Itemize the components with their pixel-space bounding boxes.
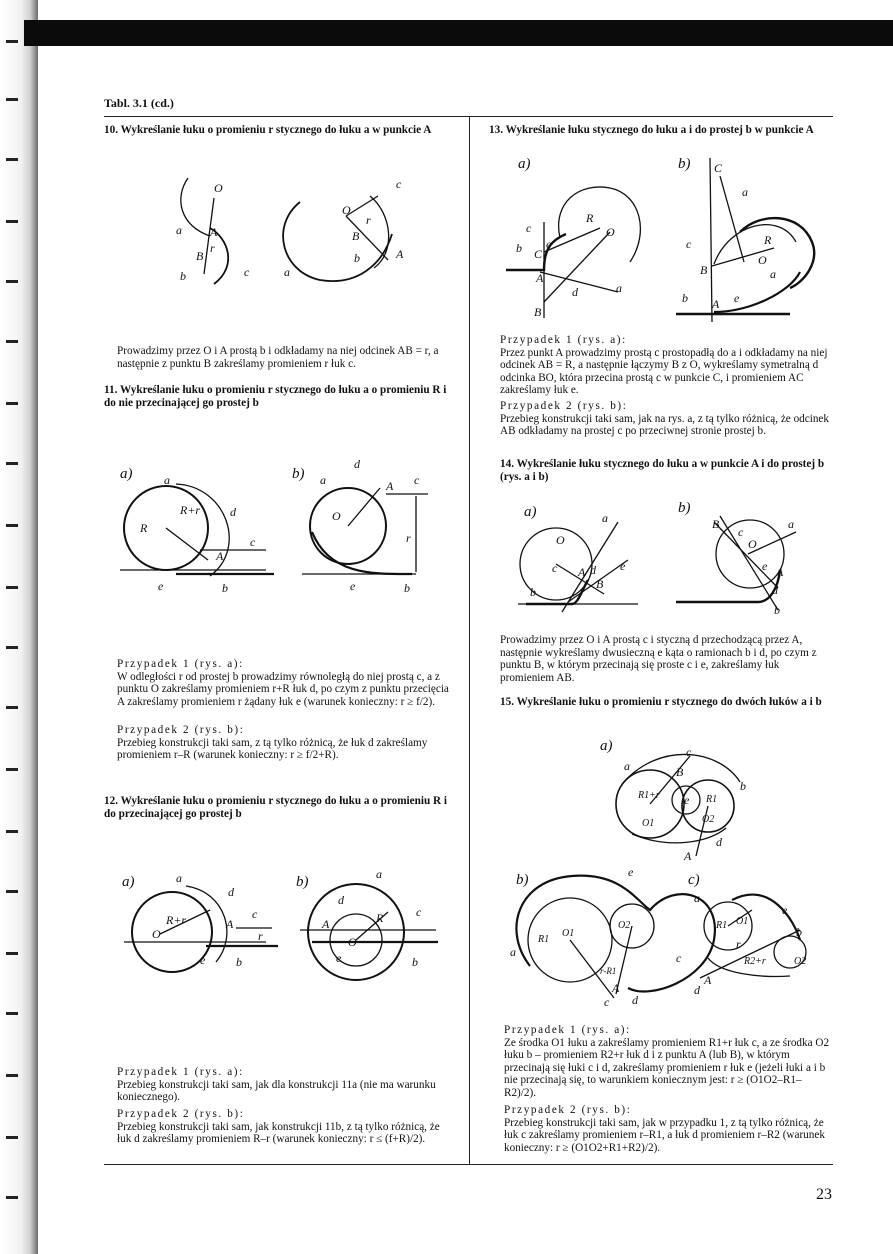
section-13-case1: Przypadek 1 (rys. a): Przez punkt A prowadzimy prostą c prostopadłą do a i odkładamy na niej odcinek AB = R, a następnie łączymy B z O, wykreślamy symetralną d odcinka BO, która przecina prostą c w punkcie C, i promieniem AC zakreślamy łuk e. (500, 334, 828, 397)
svg-text:A: A (578, 565, 586, 579)
section-15-title: 15. Wykreślanie łuku o promieniu r stycznego do dwóch łuków a i b (500, 696, 822, 708)
svg-text:O1: O1 (736, 916, 749, 927)
svg-text:O2: O2 (618, 920, 631, 931)
table-header: Tabl. 3.1 (cd.) (104, 96, 174, 110)
svg-text:R+r: R+r (180, 503, 201, 517)
svg-text:a: a (176, 871, 182, 885)
svg-text:d: d (228, 885, 234, 899)
svg-text:O: O (152, 927, 161, 941)
svg-text:e: e (336, 951, 342, 965)
section-11-case2: Przypadek 2 (rys. b): Przebieg konstrukcji taki sam, z tą tylko różnicą, że łuk d zakreślamy promieniem r–R (warunek konieczny: r ≥ f/2+R). (117, 724, 428, 762)
column-divider (469, 117, 470, 1164)
svg-text:O: O (606, 225, 615, 239)
section-12-case1: Przypadek 1 (rys. a): Przebieg konstrukcji taki sam, jak dla konstrukcji 11a (nie ma warunku koniecznego). (117, 1066, 436, 1104)
lbl-O: O (214, 181, 223, 195)
svg-text:O1: O1 (562, 928, 575, 939)
svg-text:a: a (176, 223, 182, 237)
svg-text:O2: O2 (702, 814, 715, 825)
svg-text:c: c (604, 995, 610, 1009)
svg-text:d: d (230, 505, 236, 519)
line-d (540, 272, 618, 292)
svg-text:b: b (796, 925, 802, 939)
svg-text:a: a (616, 281, 622, 295)
svg-text:C: C (534, 247, 543, 261)
svg-text:R1+r: R1+r (638, 790, 660, 801)
svg-text:c: c (526, 221, 532, 235)
svg-text:c: c (396, 177, 402, 191)
svg-text:e: e (684, 793, 690, 807)
svg-text:C: C (714, 161, 723, 175)
svg-text:a): a) (524, 504, 537, 520)
svg-text:a: a (694, 891, 700, 905)
section-12-case2: Przypadek 2 (rys. b): Przebieg konstrukcji taki sam, jak konstrukcji 11b, z tą tylko różnicą, że łuk d zakreślamy promieniem R–r (warunek konieczny: r ≤ (f+R)/2). (117, 1108, 440, 1146)
svg-text:a): a) (122, 874, 135, 890)
svg-text:c: c (250, 535, 256, 549)
svg-text:c: c (686, 745, 692, 759)
svg-text:e: e (782, 903, 788, 917)
svg-text:B: B (196, 249, 204, 263)
svg-text:O: O (342, 203, 351, 217)
svg-text:A: A (704, 973, 712, 987)
svg-text:r: r (736, 937, 741, 951)
svg-text:r: r (406, 531, 411, 545)
svg-text:c: c (414, 473, 420, 487)
svg-text:R1: R1 (706, 794, 718, 805)
svg-text:A: A (210, 225, 218, 239)
svg-text:c): c) (688, 872, 700, 888)
svg-text:b: b (682, 291, 688, 305)
svg-text:O1: O1 (642, 818, 655, 829)
svg-text:A: A (612, 981, 620, 995)
svg-text:b): b) (678, 500, 691, 516)
svg-text:R: R (764, 233, 772, 247)
section-10-title: 10. Wykreślanie łuku o promieniu r stycznego do łuku a w punkcie A (104, 124, 432, 136)
svg-text:r: r (258, 929, 263, 943)
svg-text:A: A (322, 917, 330, 931)
svg-text:c: c (738, 525, 744, 539)
svg-text:d: d (338, 893, 344, 907)
svg-text:a): a) (600, 738, 613, 754)
svg-text:A: A (216, 549, 224, 563)
svg-text:e: e (628, 865, 634, 879)
svg-text:O2: O2 (794, 956, 807, 967)
svg-text:a: a (284, 265, 290, 279)
arc-a (181, 178, 210, 236)
svg-text:O: O (556, 533, 565, 547)
svg-text:e: e (350, 579, 356, 593)
arc-a2 (283, 202, 392, 281)
svg-text:a: a (602, 511, 608, 525)
bottom-rule (104, 1164, 833, 1165)
svg-text:d: d (354, 457, 360, 471)
svg-text:B: B (596, 577, 604, 591)
svg-text:b: b (354, 251, 360, 265)
svg-text:R: R (376, 911, 384, 925)
svg-text:A: A (776, 565, 784, 579)
section-11-case1: Przypadek 1 (rys. a): W odległości r od prostej b prowadzimy równoległą do niej prostą c, a z punktu O zakreślamy promieniem r+R łuk d, po czym z punktu przecięcia A zakreślamy promieniem r żądany łuk e (warunek konieczny: r ≥ f/2). (117, 658, 449, 708)
section-15-case2: Przypadek 2 (rys. b): Przebieg konstrukcji taki sam, jak w przypadku 1, z tą tylko różnicą, że łuk c zakreślamy promieniem r–R1, a łuk d promieniem r–R2 (warunek konieczny: r ≥ (O1O2+R1+R2)/2). (504, 1104, 825, 1154)
figure-13 (500, 152, 830, 324)
figure-12 (116, 866, 446, 976)
section-14-title: 14. Wykreślanie łuku stycznego do łuku a w punkcie A i do prostej b (rys. a i b) (500, 458, 825, 483)
svg-text:a: a (376, 867, 382, 881)
svg-text:a: a (510, 945, 516, 959)
svg-text:e: e (158, 579, 164, 593)
svg-text:O: O (748, 537, 757, 551)
svg-text:e: e (200, 953, 206, 967)
svg-text:b: b (412, 955, 418, 969)
svg-text:B: B (676, 765, 684, 779)
svg-text:b: b (222, 581, 228, 595)
svg-text:d: d (716, 835, 722, 849)
svg-text:r: r (366, 213, 371, 227)
figure-14 (508, 498, 828, 622)
svg-text:b: b (180, 269, 186, 283)
svg-text:a: a (770, 267, 776, 281)
svg-text:c: c (686, 237, 692, 251)
svg-text:A: A (396, 247, 404, 261)
arc-a (559, 187, 641, 262)
svg-text:b: b (236, 955, 242, 969)
svg-text:b): b) (516, 872, 529, 888)
svg-text:a): a) (120, 466, 133, 482)
svg-text:O: O (332, 509, 341, 523)
svg-text:e: e (734, 291, 740, 305)
svg-text:c: c (416, 905, 422, 919)
svg-text:A: A (712, 297, 720, 311)
svg-text:A: A (386, 479, 394, 493)
svg-text:b): b) (678, 156, 691, 172)
svg-text:d: d (772, 583, 778, 597)
svg-text:R: R (586, 211, 594, 225)
svg-text:R+r: R+r (166, 913, 187, 927)
svg-text:b: b (516, 241, 522, 255)
svg-text:a: a (742, 185, 748, 199)
svg-text:r-R1: r-R1 (600, 966, 617, 976)
svg-text:O: O (758, 253, 767, 267)
svg-text:b: b (774, 603, 780, 617)
figure-15 (500, 730, 832, 1022)
svg-text:b): b) (292, 466, 305, 482)
svg-text:R1: R1 (716, 920, 728, 931)
svg-text:c: c (252, 907, 258, 921)
section-12-title: 12. Wykreślanie łuku o promieniu r stycznego do łuku a o promieniu R i do przecinającej go prostej b (104, 795, 447, 820)
page-number: 23 (816, 1186, 832, 1203)
section-14-text: Prowadzimy przez O i A prostą c i styczną d przechodzącą przez A, następnie wykreślamy dwusieczną e kąta o ramionach b i d, po czym z punktu B, w którym przecinają się proste c i e, zakreślamy łuk promieniem AB. (500, 634, 817, 684)
svg-text:R1: R1 (538, 934, 550, 945)
svg-text:R: R (140, 521, 148, 535)
svg-text:e: e (620, 559, 626, 573)
section-13-case2: Przypadek 2 (rys. b): Przebieg konstrukcji taki sam, jak na rys. a, z tą tylko różnicą, że odcinek AB odkładamy na prostej c po przeciwnej stronie prostej b. (500, 400, 829, 438)
svg-text:B: B (352, 229, 360, 243)
svg-text:A: A (536, 271, 544, 285)
svg-text:A: A (684, 849, 692, 863)
svg-text:b): b) (296, 874, 309, 890)
svg-text:r: r (210, 241, 215, 255)
binding-marks (6, 40, 24, 1250)
svg-text:d: d (694, 983, 700, 997)
svg-text:c: c (244, 265, 250, 279)
svg-text:R2+r: R2+r (744, 956, 766, 967)
scan-top-bar (24, 20, 893, 46)
figure-11 (116, 456, 446, 596)
section-10-text: Prowadzimy przez O i A prostą b i odkładamy na niej odcinek AB = r, a następnie z punktu B zakreślamy promieniem r łuk c. (117, 345, 439, 370)
svg-text:a): a) (518, 156, 531, 172)
svg-text:e: e (762, 559, 768, 573)
svg-text:d: d (632, 993, 638, 1007)
svg-text:A: A (226, 917, 234, 931)
figure-10 (170, 176, 420, 308)
svg-text:d: d (572, 285, 578, 299)
svg-text:b: b (530, 585, 536, 599)
arc-a (740, 218, 814, 288)
section-11-title: 11. Wykreślanie łuku o promieniu r stycznego do łuku a o promieniu R i do nie przecinającej go prostej b (104, 384, 447, 409)
svg-text:e: e (546, 237, 552, 251)
svg-text:a: a (164, 473, 170, 487)
svg-text:b: b (740, 779, 746, 793)
svg-text:B: B (712, 517, 720, 531)
svg-text:c: c (552, 561, 558, 575)
section-15-case1: Przypadek 1 (rys. a): Ze środka O1 łuku a zakreślamy promieniem R1+r łuk c, a ze środka O2 łuku b – promieniem R2+r łuk d i z punktu A (lub B), w którym przecinają się łuki c i d, zakreślamy promieniem r łuk e (jeżeli łuki a i b nie przecinają się, to warunkiem koniecznym jest: r ≥ (O1O2–R1–R2)/2). (504, 1024, 830, 1099)
svg-text:O: O (348, 935, 357, 949)
svg-text:a: a (320, 473, 326, 487)
section-13-title: 13. Wykreślanie łuku stycznego do łuku a i do prostej b w punkcie A (489, 124, 814, 136)
svg-text:c: c (676, 951, 682, 965)
svg-text:b: b (404, 581, 410, 595)
svg-text:d: d (590, 563, 596, 577)
svg-text:B: B (534, 305, 542, 319)
svg-text:a: a (624, 759, 630, 773)
svg-text:a: a (788, 517, 794, 531)
svg-text:B: B (700, 263, 708, 277)
